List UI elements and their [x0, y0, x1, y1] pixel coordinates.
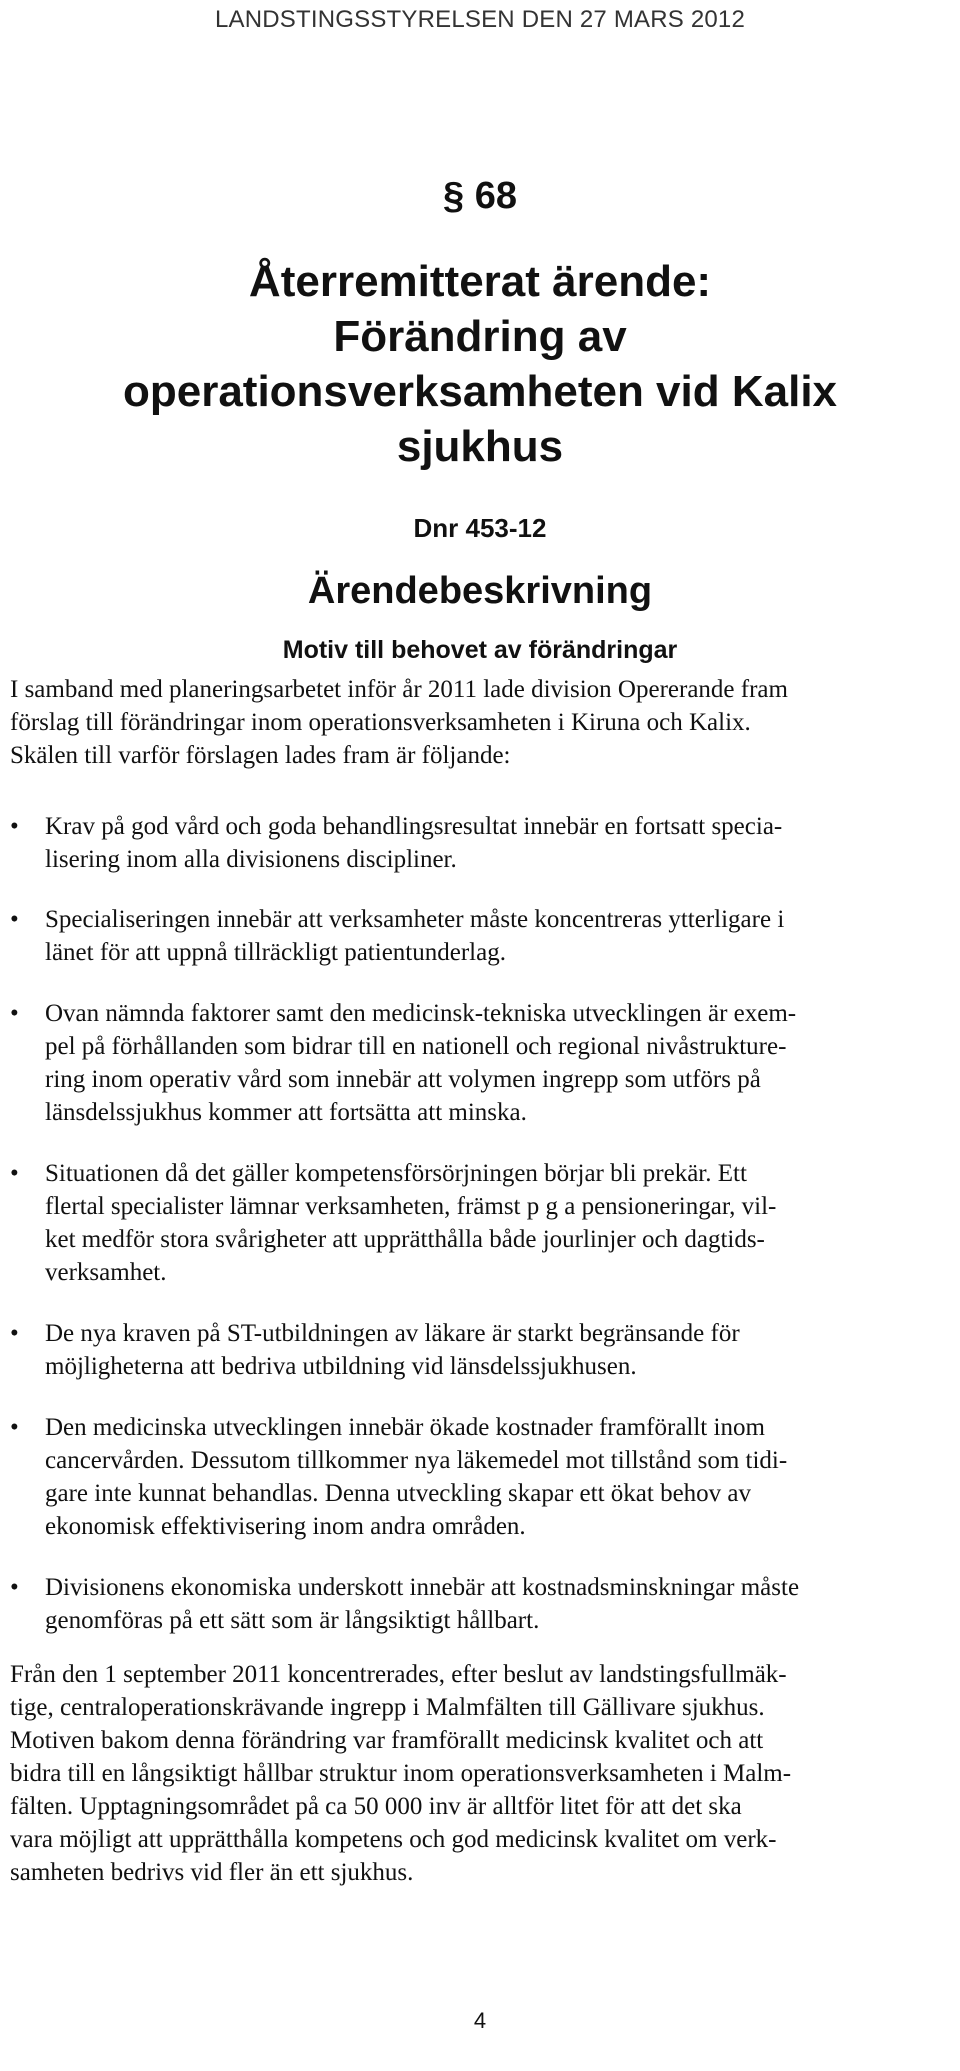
- text-line: samheten bedrivs vid fler än ett sjukhus.: [10, 1859, 414, 1886]
- text-line: Den medicinska utvecklingen innebär ökade kostnader framförallt inom: [45, 1414, 765, 1441]
- text-line: De nya kraven på ST-utbildningen av läkare är starkt begränsande för: [45, 1320, 740, 1347]
- text-line: bidra till en långsiktigt hållbar struktur inom operationsverksamheten i Malm-: [10, 1760, 792, 1787]
- section-number: § 68: [443, 175, 517, 217]
- dnr-number: Dnr 453-12: [413, 513, 547, 543]
- text-line: ekonomisk effektivisering inom andra områden.: [45, 1513, 526, 1540]
- title-line: operationsverksamheten vid Kalix: [122, 367, 838, 416]
- text-line: cancervården. Dessutom tillkommer nya läkemedel mot tillstånd som tidi-: [45, 1447, 788, 1474]
- text-line: fälten. Upptagningsområdet på ca 50 000 inv är alltför litet för att det ska: [10, 1793, 742, 1820]
- bullet-icon: •: [10, 1320, 19, 1347]
- text-line: pel på förhållanden som bidrar till en nationell och regional nivåstrukture-: [45, 1033, 787, 1060]
- subheading: Motiv till behovet av förändringar: [282, 636, 678, 664]
- text-line: vara möjligt att upprätthålla kompetens och god medicinsk kvalitet om verk-: [10, 1826, 777, 1853]
- text-line: möjligheterna att bedriva utbildning vid länsdelssjukhusen.: [45, 1353, 637, 1380]
- text-line: Ovan nämnda faktorer samt den medicinsk-tekniska utvecklingen är exem-: [45, 1000, 797, 1027]
- text-line: Skälen till varför förslagen lades fram är följande:: [10, 742, 511, 769]
- page-number: 4: [473, 2008, 487, 2033]
- text-line: Specialiseringen innebär att verksamheter måste koncentreras ytterligare i: [45, 906, 785, 933]
- text-line: genomföras på ett sätt som är långsiktigt hållbart.: [45, 1607, 540, 1634]
- bullet-icon: •: [10, 1414, 19, 1441]
- text-line: Krav på god vård och goda behandlingsresultat innebär en fortsatt specia-: [45, 813, 783, 840]
- text-line: ket medför stora svårigheter att upprätthålla både jourlinjer och dagtids-: [45, 1226, 765, 1253]
- bullet-icon: •: [10, 1000, 19, 1027]
- closing-paragraph: [10, 1658, 950, 1889]
- bullet-icon: •: [10, 906, 19, 933]
- text-line: verksamhet.: [45, 1259, 167, 1286]
- text-line: Situationen då det gäller kompetensförsörjningen börjar bli prekär. Ett: [45, 1160, 747, 1187]
- text-line: ring inom operativ vård som innebär att volymen ingrepp som utförs på: [45, 1066, 761, 1093]
- text-line: tige, centraloperationskrävande ingrepp i Malmfälten till Gällivare sjukhus.: [10, 1694, 765, 1721]
- text-line: Divisionens ekonomiska underskott innebär att kostnadsminskningar måste: [45, 1574, 800, 1601]
- title-line: sjukhus: [396, 422, 564, 471]
- bullet-icon: •: [10, 1574, 19, 1601]
- title-line: Förändring av: [333, 312, 627, 361]
- running-header: LANDSTINGSSTYRELSEN DEN 27 MARS 2012: [214, 6, 746, 33]
- text-line: Från den 1 september 2011 koncentrerades, efter beslut av landstingsfullmäk-: [10, 1661, 787, 1688]
- bullet-icon: •: [10, 1160, 19, 1187]
- text-line: förslag till förändringar inom operationsverksamheten i Kiruna och Kalix.: [10, 709, 751, 736]
- text-line: länet för att uppnå tillräckligt patientunderlag.: [45, 939, 506, 966]
- text-line: gare inte kunnat behandlas. Denna utveckling skapar ett ökat behov av: [45, 1480, 752, 1507]
- text-line: flertal specialister lämnar verksamheten, främst p g a pensioneringar, vil-: [45, 1193, 777, 1220]
- intro-paragraph: [10, 673, 950, 772]
- text-line: Motiven bakom denna förändring var framförallt medicinsk kvalitet och att: [10, 1727, 764, 1754]
- bullet-icon: •: [10, 813, 19, 840]
- title-line: Återremitterat ärende:: [248, 257, 712, 306]
- text-line: länsdelssjukhus kommer att fortsätta att minska.: [45, 1099, 527, 1126]
- text-line: I samband med planeringsarbetet inför år 2011 lade division Opererande fram: [10, 676, 788, 703]
- text-line: lisering inom alla divisionens discipliner.: [45, 846, 457, 873]
- section-heading: Ärendebeskrivning: [307, 570, 653, 612]
